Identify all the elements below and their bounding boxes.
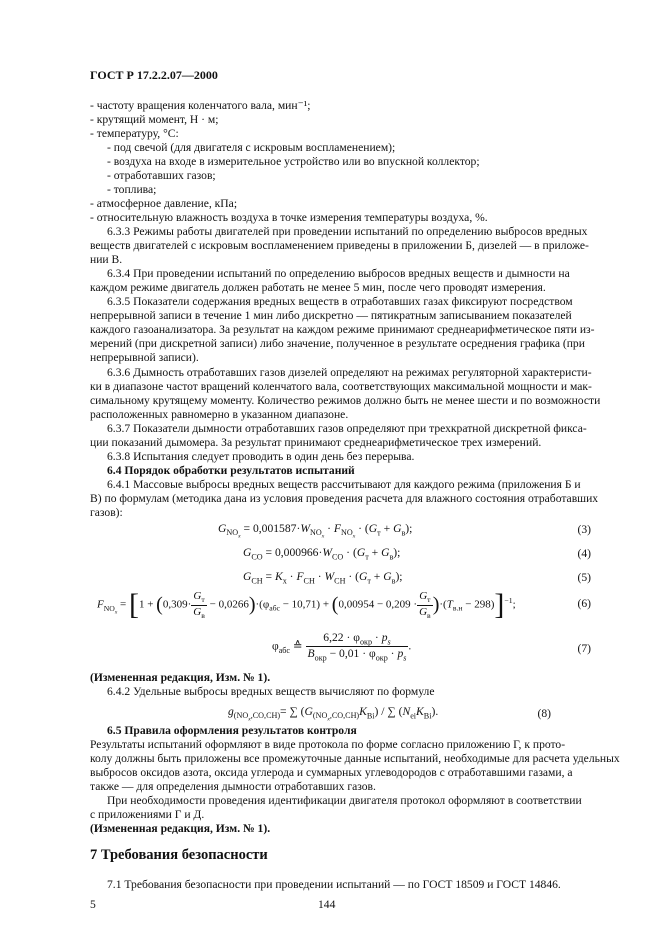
- paragraph-line: 6.3.6 Дымность отработавших газов дизелей определяют на режимах регуляторной характеристи-: [107, 366, 592, 379]
- list-item: - воздуха на входе в измерительное устройство или во впускной коллектор;: [107, 155, 480, 168]
- paragraph-line: В) по формулам (методика дана из условия проведения расчета для влажного состояния отработавших: [90, 492, 599, 505]
- paragraph-line: 7.1 Требования безопасности при проведении испытаний — по ГОСТ 18509 и ГОСТ 14846.: [107, 878, 561, 891]
- paragraph-line: 6.4.1 Массовые выбросы вредных веществ рассчитывают для каждого режима (приложения Б и: [107, 478, 581, 491]
- paragraph-line: Результаты испытаний оформляют в виде протокола по форме согласно приложению Г, к прото-: [90, 738, 566, 751]
- list-item: - температуру, °С:: [90, 127, 179, 140]
- equation-number: (8): [537, 707, 551, 720]
- paragraph-line: также — для определения дымности отработавших газов.: [90, 780, 376, 793]
- equation-number: (7): [577, 642, 591, 655]
- subsection-heading: 6.4 Порядок обработки результатов испытаний: [107, 464, 355, 477]
- subsection-heading: 6.5 Правила оформления результатов контроля: [107, 724, 357, 737]
- paragraph-line: 6.3.3 Режимы работы двигателей при проведении испытаний по определению выбросов вредных: [107, 225, 588, 238]
- list-item: - отработавших газов;: [107, 169, 216, 182]
- formula-4: $G_{CO} = 0,000966\cdot W_{CO} \cdot (G_т + G_в)$;: [243, 546, 401, 562]
- paragraph-line: каждом режиме двигатель должен работать не менее 5 мин, после чего проводят измерения.: [90, 281, 546, 294]
- formula-5: $G_{CH} = K_x \cdot F_{CH} \cdot W_{CH} \cdot (G_т + G_в)$;: [243, 570, 403, 586]
- list-item: - частоту вращения коленчатого вала, мин⁻¹;: [90, 99, 311, 112]
- page-number-left: 5: [90, 898, 96, 911]
- paragraph-line: мерений (при дискретной записи) либо значение, полученное в результате осреднения графика (при: [90, 337, 585, 350]
- formula-8: $g_{(NO_x,CO,CH)}=$ ∑ $(G_{(NO_x,CO,CH)}K_{Bi})$ / ∑ $(N_{ei}K_{Bi})$.: [228, 705, 439, 723]
- paragraph-line: непрерывной записи в течение 1 мин либо дискретно — пятикратным записыванием показателей: [90, 309, 572, 322]
- paragraph-line: выбросов оксидов азота, оксида углерода и суммарных углеводородов с отработавшими газами, а: [90, 766, 573, 779]
- paragraph-line: каждого газоанализатора. За результат на каждом режиме принимают среднеарифметическое пяти из-: [90, 323, 595, 336]
- paragraph-line: 6.3.4 При проведении испытаний по определению выбросов вредных веществ и дымности на: [107, 267, 570, 280]
- paragraph-line: 6.3.8 Испытания следует проводить в один день без перерыва.: [107, 450, 415, 463]
- list-item: - относительную влажность воздуха в точке измерения температуры воздуха, %.: [90, 211, 488, 224]
- paragraph-line: 6.3.7 Показатели дымности отработавших газов определяют при трехкратной дискретной фикса-: [107, 422, 587, 435]
- page-number-center: 144: [318, 898, 336, 911]
- paragraph-line: колу должны быть приложены все промежуточные данные испытаний, необходимые для расчета удельных: [90, 752, 620, 765]
- paragraph-line: веществ двигателей с искровым воспламенением приведены в приложении Б, дизелей — в приложе-: [90, 239, 589, 252]
- paragraph-line: ции показаний дымомера. За результат принимают среднеарифметическое трех измерений.: [90, 436, 542, 449]
- list-item: - под свечой (для двигателя с искровым воспламенением);: [107, 141, 396, 154]
- paragraph-line: симальному крутящему моменту. Количество режимов должно быть не менее шести и по возможности: [90, 394, 601, 407]
- edit-note: (Измененная редакция, Изм. № 1).: [90, 671, 271, 684]
- paragraph-line: При необходимости проведения идентификации двигателя протокол оформляют в соответствии: [107, 794, 582, 807]
- paragraph-line: ки в диапазоне частот вращений коленчатого вала, соответствующих максимальной мощности и мак-: [90, 380, 592, 393]
- document-header: ГОСТ Р 17.2.2.07—2000: [90, 68, 218, 82]
- edit-note: (Измененная редакция, Изм. № 1).: [90, 822, 271, 835]
- formula-6: $F_{NO_x} = [1 + (0,309\cdot$ $\frac{G_т}{G_в}$ − $0,0266)\cdot(\varphi_{абс} - 10,71) + (0,00954 - 0,209$ · $\frac{G_т}{G_в}$ )$\cdot(T_{в.н} - 298)]^{-1}$;: [97, 588, 516, 621]
- formula-3: $G_{NO_x} = 0,001587\cdot W_{NO_x} \cdot F_{NO_x} \cdot (G_т + G_в)$;: [218, 522, 413, 540]
- section-heading: 7 Требования безопасности: [90, 847, 268, 863]
- list-item: - атмосферное давление, кПа;: [90, 197, 238, 210]
- paragraph-line: с приложениями Г и Д.: [90, 808, 205, 821]
- paragraph-line: 6.3.5 Показатели содержания вредных веществ в отработавших газах фиксируют посредством: [107, 295, 573, 308]
- paragraph-line: нии В.: [90, 253, 123, 266]
- paragraph-line: расположенных равномерно в указанном диапазоне.: [90, 408, 349, 421]
- equation-number: (5): [577, 571, 591, 584]
- equation-number: (3): [577, 523, 591, 536]
- paragraph-line: непрерывной записи).: [90, 351, 199, 364]
- list-item: - крутящий момент, Н · м;: [90, 113, 219, 126]
- equation-number: (4): [577, 547, 591, 560]
- equation-number: (6): [577, 597, 591, 610]
- formula-7: $\varphi_{абс}$ ≙ $\frac{6,22 \cdot \varphi_{окр} \cdot p_s}{B_{окр} - 0,01 \cdot \varphi_{окр} \cdot p_s}$ .: [272, 631, 412, 663]
- paragraph-line: 6.4.2 Удельные выбросы вредных веществ вычисляют по формуле: [107, 685, 435, 698]
- list-item: - топлива;: [107, 183, 157, 196]
- paragraph-line: газов):: [90, 506, 123, 519]
